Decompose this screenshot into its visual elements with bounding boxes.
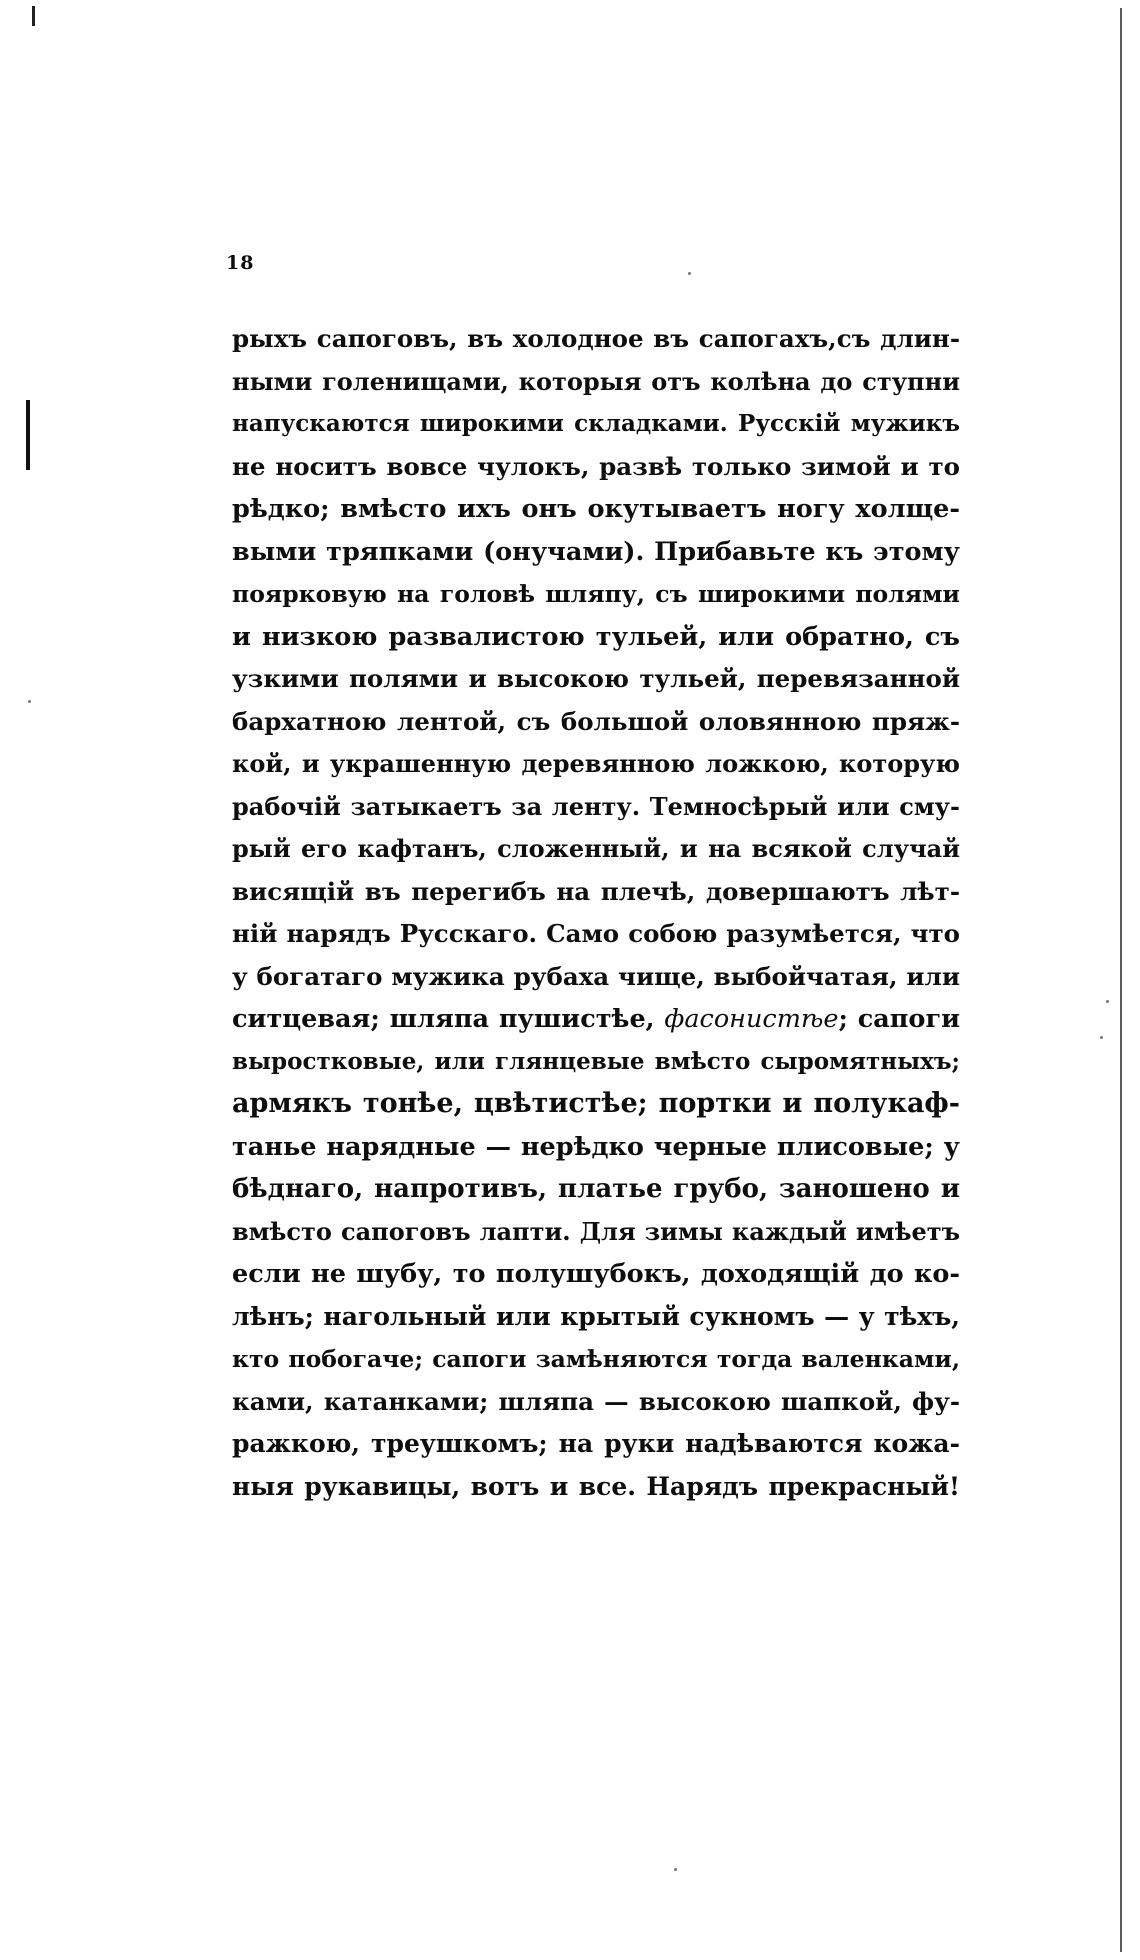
text-line: вмѣсто сапоговъ лапти. Для зимы каждый имѣетъ	[232, 1216, 960, 1246]
text-line: кто побогаче; сапоги замѣняются тогда валенками,	[232, 1345, 960, 1373]
text-line: выми тряпками (онучами). Прибавьте къ этому	[232, 536, 960, 567]
text-line: висящій въ перегибъ на плечѣ, довершаютъ лѣт-	[232, 876, 960, 906]
scan-edge-line	[1120, 8, 1122, 1952]
text-line: рыхъ сапоговъ, въ холодное въ сапогахъ,съ длин-	[232, 324, 960, 353]
text-line: и низкою развалистою тульей, или обратно, съ	[232, 621, 960, 652]
text-line: армякъ тонѣе, цвѣтистѣе; портки и полукаф-	[232, 1088, 960, 1119]
scan-speck	[674, 1868, 677, 1871]
scan-speck	[1106, 1000, 1109, 1003]
page-number: 18	[226, 252, 255, 274]
text-line: кой, и украшенную деревянною ложкою, которую	[232, 749, 960, 778]
text-line: рабочій затыкаетъ за ленту. Темносѣрый или сму-	[232, 791, 960, 821]
body-text	[232, 318, 960, 1508]
text-line: у богатаго мужика рубаха чище, выбойчатая, или	[232, 961, 960, 991]
text-line: рый его кафтанъ, сложенный, и на всякой случай	[232, 834, 960, 863]
text-line: ками, катанками; шляпа — высокою шапкой, фу-	[232, 1386, 960, 1416]
text-line: рѣдко; вмѣсто ихъ онъ окутываетъ ногу холще-	[232, 494, 960, 524]
scan-speck	[1100, 1036, 1103, 1039]
text-line: танье нарядные — нерѣдко черные плисовые; у	[232, 1131, 960, 1162]
text-line: бархатною лентой, съ большой оловянною пряж-	[232, 706, 960, 736]
text-line: ными голенищами, которыя отъ колѣна до ступни	[232, 366, 960, 396]
text-line: узкими полями и высокою тульей, перевязанной	[232, 664, 960, 693]
scan-artifact-mark	[26, 400, 30, 470]
text-line: ражкою, треушкомъ; на руки надѣваются кожа-	[232, 1429, 960, 1458]
text-line: ній нарядъ Русскаго. Само собою разумѣется, что	[232, 919, 960, 948]
text-line: если не шубу, то полушубокъ, доходящій до ко-	[232, 1259, 960, 1289]
text-line: бѣднаго, напротивъ, платье грубо, заношено и	[232, 1174, 960, 1204]
text-line: лѣнъ; нагольный или крытый сукномъ — у тѣхъ,	[232, 1301, 960, 1331]
text-line: напускаются широкими складками. Русскій мужикъ	[232, 410, 960, 437]
scan-artifact-mark	[32, 6, 35, 26]
italic-word: фасонистѣе	[664, 1004, 839, 1034]
text-line: не носитъ вовсе чулокъ, развѣ только зимой и то	[232, 451, 960, 481]
scan-speck	[688, 272, 691, 275]
text-line: ныя рукавицы, вотъ и все. Нарядъ прекрасный!	[232, 1471, 960, 1501]
text-line: ситцевая; шляпа пушистѣе, фасонистѣе; сапоги	[232, 1004, 960, 1034]
scan-speck	[28, 700, 31, 703]
text-line: выростковые, или глянцевые вмѣсто сыромятныхъ;	[232, 1047, 960, 1075]
text-line: поярковую на головѣ шляпу, съ широкими полями	[232, 580, 960, 608]
